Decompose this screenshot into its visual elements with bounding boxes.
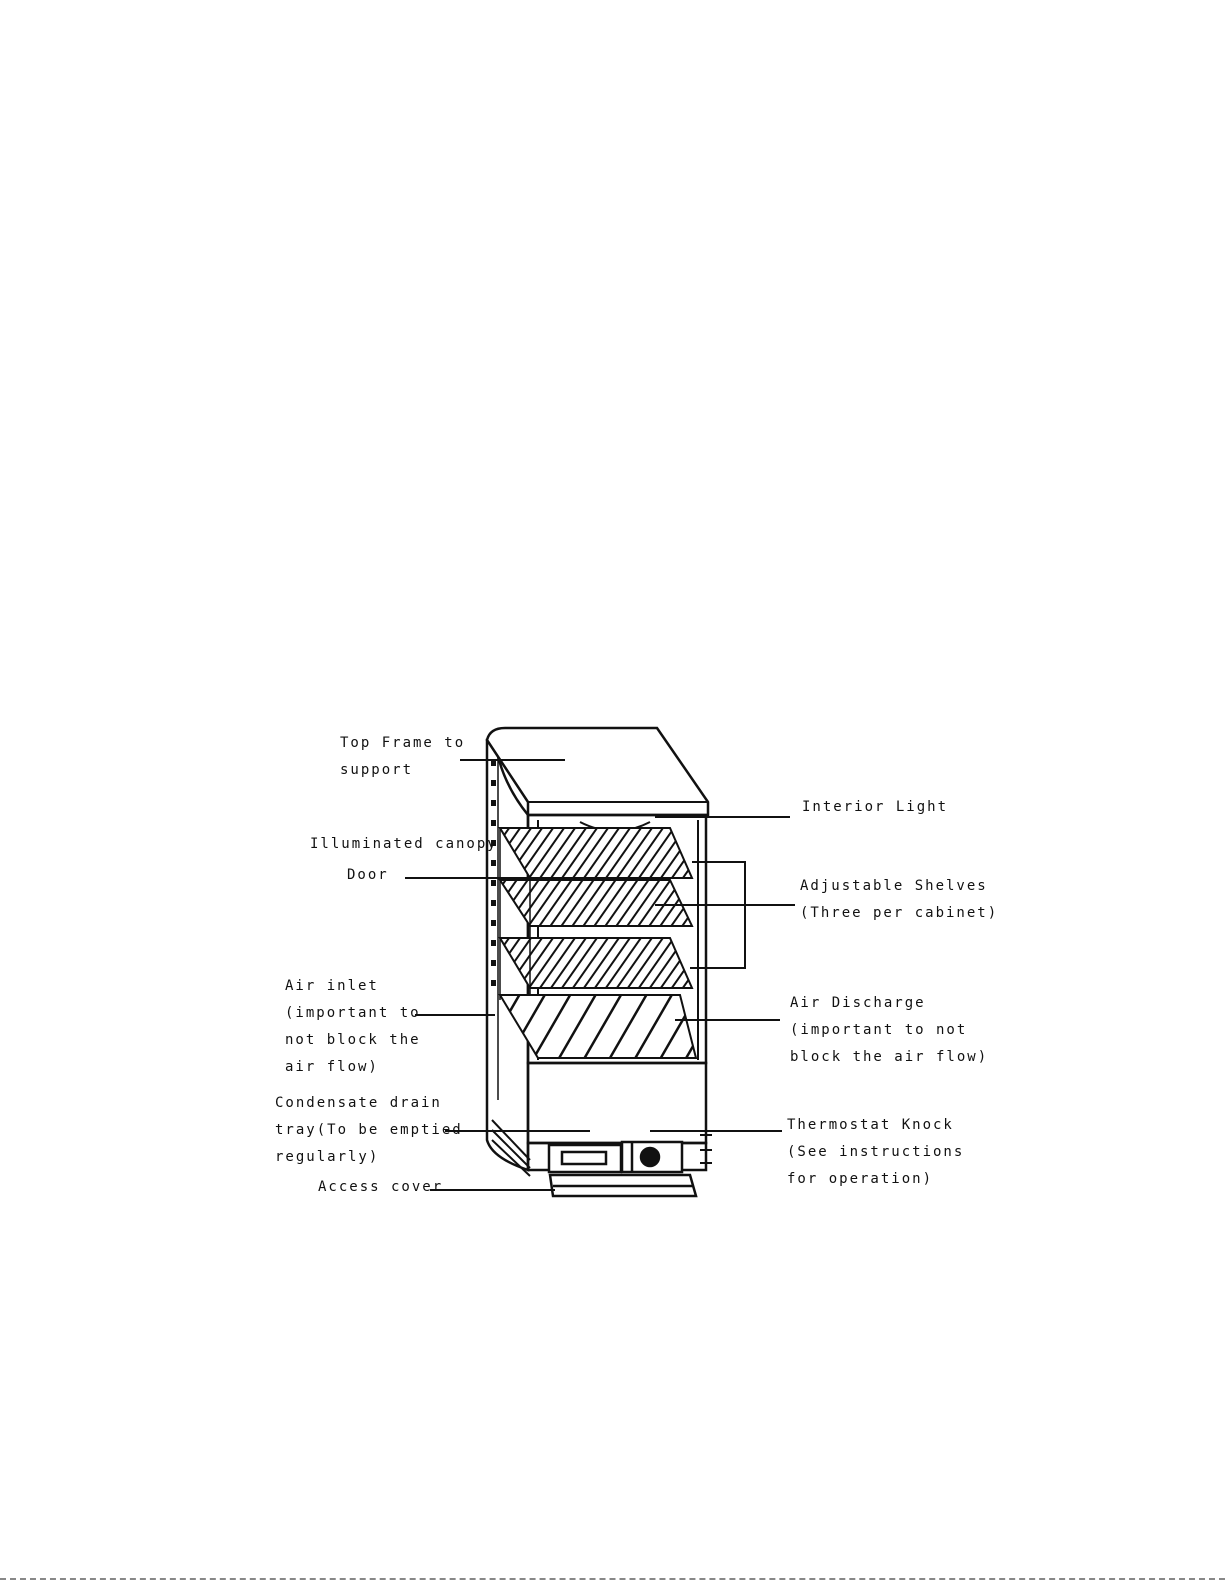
label-air-inlet: Air inlet (important to not block the air flow) [285,978,421,1075]
label-thermostat-knob: Thermostat Knock (See instructions for operation) [787,1117,965,1187]
thermostat-compartment [622,1142,682,1172]
label-condensate-tray: Condensate drain tray(To be emptied regularly) [275,1095,463,1165]
label-illuminated-canopy: Illuminated canopy [310,836,498,852]
condensate-drain-tray [549,1145,621,1172]
shelf-middle [500,880,692,926]
shelf-bottom [500,938,692,988]
side-light-strip [491,760,496,986]
label-top-frame: Top Frame to support [340,735,466,778]
label-air-discharge: Air Discharge (important to not block the air flow) [790,995,989,1065]
shelf-top [500,828,692,878]
shelves [500,828,692,1000]
label-access-cover: Access cover [318,1179,444,1195]
page-bottom-rule [0,1578,1225,1580]
access-cover [550,1175,696,1196]
air-discharge-grille [500,995,696,1058]
label-interior-light: Interior Light [802,799,949,815]
label-adjustable-shelves: Adjustable Shelves (Three per cabinet) [800,878,999,921]
label-door: Door [347,867,389,883]
